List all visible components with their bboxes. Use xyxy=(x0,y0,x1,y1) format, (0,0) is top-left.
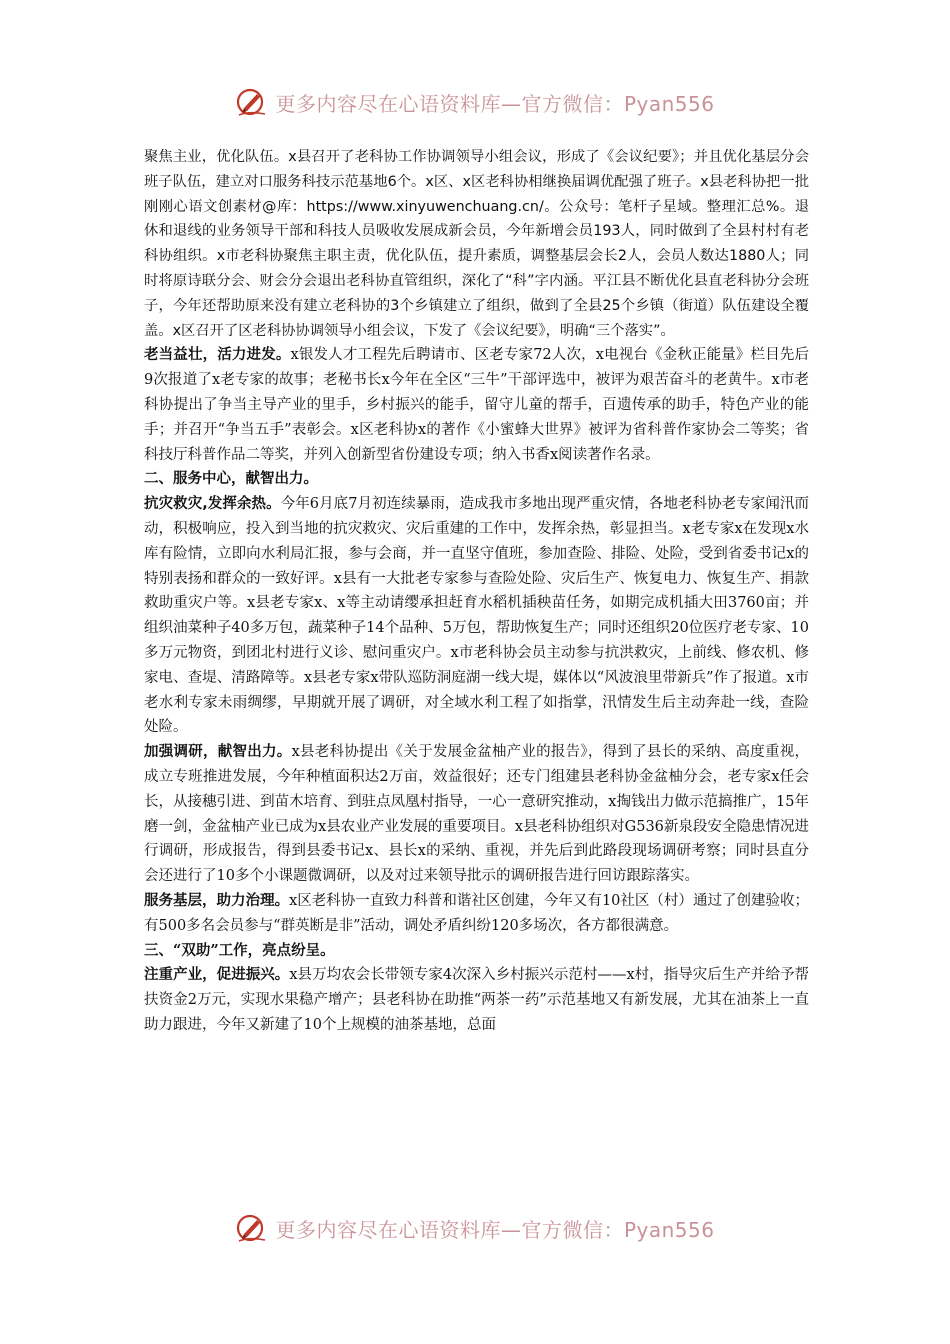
paragraph-text: 今年6月底7月初连续暴雨，造成我市多地出现严重灾情，各地老科协老专家闻汛而动，积极响应，投入到当地的抗灾救灾、灾后重建的工作中，发挥余热，彰显担当。x老专家x在发现x水库有险情，立即向水利局汇报，参与会商，并一直坚守值班，参加查险、排险、处险，受到省委书记x的特别表扬和群众的一致好评。x县有一大批老专家参与查险处险、灾后生产、恢复电力、恢复生产、捐款救助重灾户等。x县老专家x、x等主动请缨承担赶育水稻机插秧苗任务，如期完成机插大田3760亩；并组织油菜种子40多万包，蔬菜种子14个品种、5万包，帮助恢复生产；同时还组织20位医疗老专家、10多万元物资，到团北村进行义诊、慰问重灾户。x市老科协会员主动参与抗洪救灾，上前线、修农机、修家电、查堤、清路障等。x县老专家x带队巡防洞庭湖一线大堤，媒体以“风波浪里带新兵”作了报道。x市老水利专家未雨绸缪，早期就开展了调研，对全域水利工程了如指掌，汛情发生后主动奔赴一线，查险处险。 xyxy=(144,496,809,736)
banner-text: 更多内容尽在心语资料库—官方微信：Pyan556 xyxy=(275,91,715,116)
paragraph-1 xyxy=(144,145,809,343)
paragraph-lead: 服务基层，助力治理。 xyxy=(144,892,290,909)
section-heading-3: 三、“双助”工作，亮点纷呈。 xyxy=(144,941,335,959)
paragraph-3 xyxy=(144,492,809,740)
paragraph-5 xyxy=(144,889,809,939)
footer-watermark-banner xyxy=(0,1208,950,1248)
paragraph-lead: 老当益壮，活力进发。 xyxy=(144,347,291,364)
paragraph-text: x银发人才工程先后聘请市、区老专家72人次，x电视台《金秋正能量》栏目先后9次报道了x老专家的故事；老秘书长x今年在全区“三牛”干部评选中，被评为艰苦奋斗的老黄牛。x市老科协提出了争当主导产业的里手，乡村振兴的能手，留守儿童的帮手，百遗传承的助手，特色产业的能手；并召开“争当五手”表彰会。x区老科协x的著作《小蜜蜂大世界》被评为省科普作家协会二等奖；省科技厅科普作品二等奖，并列入创新型省份建设专项；纳入书香x阅读著作名录。 xyxy=(144,347,809,463)
paragraph-2 xyxy=(144,343,809,467)
paragraph-lead: 加强调研，献智出力。 xyxy=(144,744,292,761)
paragraph-lead: 抗灾救灾,发挥余热。 xyxy=(144,496,281,513)
section-heading-2: 二、服务中心，献智出力。 xyxy=(144,470,318,488)
header-watermark-banner xyxy=(0,82,950,122)
paragraph-6 xyxy=(144,963,809,1037)
paragraph-text: x县万均农会长带领专家4次深入乡村振兴示范村——x村，指导灾后生产并给予帮扶资金2万元，实现水果稳产增产；县老科协在助推“两茶一药”示范基地又有新发展，尤其在油茶上一直助力跟进，今年又新建了10个上规模的油茶基地，总面 xyxy=(144,967,809,1033)
paragraph-text: x区老科协一直致力科普和谐社区创建，今年又有10社区（村）通过了创建验收；有500多名会员参与“群英断是非”活动，调处矛盾纠纷120多场次，各方都很满意。 xyxy=(144,892,809,934)
pen-seal-logo-icon xyxy=(235,1211,269,1245)
paragraph-lead: 注重产业，促进振兴。 xyxy=(144,967,290,984)
paragraph-text: 聚焦主业，优化队伍。x县召开了老科协工作协调领导小组会议，形成了《会议纪要》；并且优化基层分会班子队伍，建立对口服务科技示范基地6个。x区、x区老科协相继换届调优配强了班子。x县老科协把一批刚刚心语文创素材@库：https://www.xinyuwenchuang.cn/。公众号：笔杆子星域。整理汇总%。退休和退线的业务领导干部和科技人员吸收发展成新会员，今年新增会员193人，同时做到了全县村村有老科协组织。x市老科协聚焦主职主责，优化队伍，提升素质，调整基层会长2人，会员人数达1880人；同时将原诗联分会、财会分会退出老科协直管组织，深化了“科”字内涵。平江县不断优化县直老科协分会班子，今年还帮助原来没有建立老科协的3个乡镇建立了组织，做到了全县25个乡镇（街道）队伍建设全覆盖。x区召开了区老科协协调领导小组会议，下发了《会议纪要》，明确“三个落实”。 xyxy=(144,149,809,339)
banner-text: 更多内容尽在心语资料库—官方微信：Pyan556 xyxy=(275,1217,715,1242)
pen-seal-logo-icon xyxy=(235,85,269,119)
paragraph-4 xyxy=(144,740,809,889)
document-body xyxy=(144,145,809,1195)
paragraph-text: x县老科协提出《关于发展金盆柚产业的报告》，得到了县长的采纳、高度重视，成立专班推进发展，今年种植面积达2万亩，效益很好；还专门组建县老科协金盆柚分会，老专家x任会长，从接穗引进、到苗木培育、到驻点凤凰村指导，一心一意研究推动，x掏钱出力做示范搞推广，15年磨一剑，金盆柚产业已成为x县农业产业发展的重要项目。x县老科协组织对G536新泉段安全隐患情况进行调研，形成报告，得到县委书记x、县长x的采纳、重视，并先后到此路段现场调研考察；同时县直分会还进行了10多个小课题微调研，以及对过来领导批示的调研报告进行回访跟踪落实。 xyxy=(144,744,809,885)
